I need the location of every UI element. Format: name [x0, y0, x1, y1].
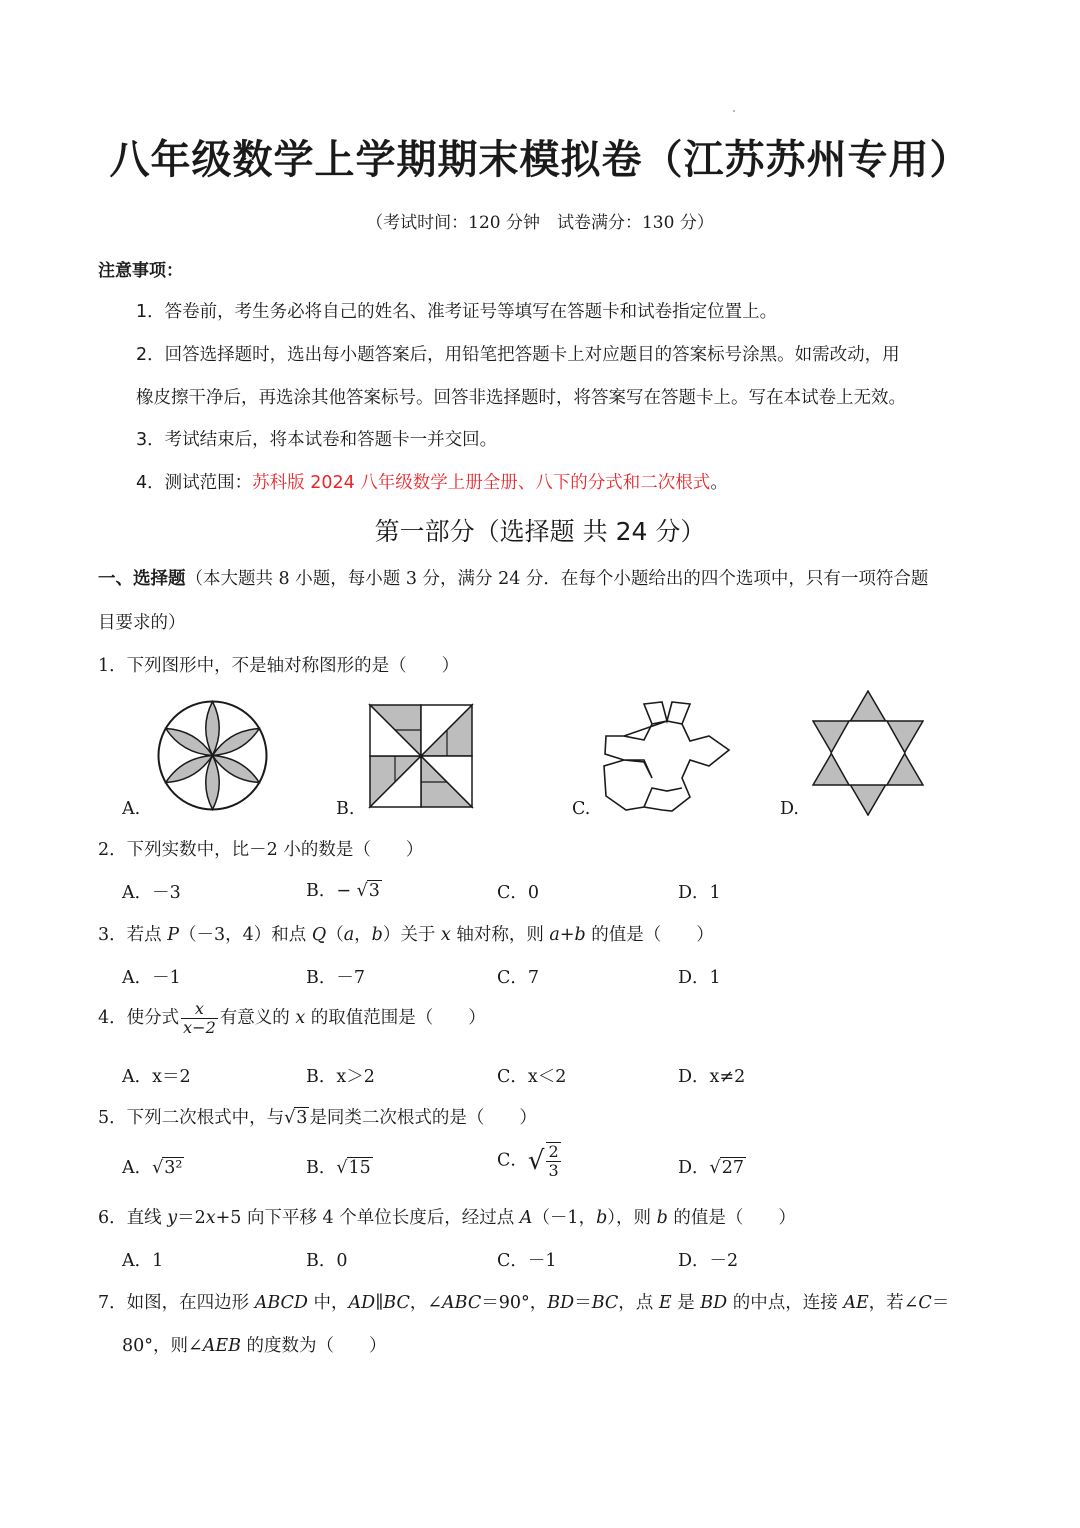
question-3: 3．若点 P（－3，4）和点 Q（a，b）关于 x 轴对称，则 a+b 的值是（ ） [98, 925, 714, 945]
notice-item-1: 1．答卷前，考生务必将自己的姓名、准考证号等填写在答题卡和试卷指定位置上。 [136, 302, 778, 322]
q3-option-b: B．－7 [306, 968, 365, 988]
question-7: 7．如图，在四边形 ABCD 中，AD∥BC，∠ABC＝90°，BD＝BC，点 E 是 BD 的中点，连接 AE，若∠C＝ [98, 1293, 950, 1313]
question-1: 1．下列图形中，不是轴对称图形的是（ ） [98, 656, 460, 676]
q5-option-c: C．√ $\frac{2}{3}$ [497, 1142, 559, 1180]
q4-option-d: D．x≠2 [678, 1067, 746, 1087]
q6-option-a: A．1 [122, 1251, 164, 1271]
q6-option-d: D．－2 [678, 1251, 739, 1271]
figure-c-hexagon-star [602, 700, 732, 812]
q2-option-a: A．－3 [122, 883, 181, 903]
q3-option-a: A．－1 [122, 968, 181, 988]
q2-option-c: C．0 [497, 883, 540, 903]
notice-item-4: 4．测试范围：苏科版 2024 八年级数学上册全册、八下的分式和二次根式。 [136, 473, 728, 493]
q2-option-d: D．1 [678, 883, 721, 903]
question-6: 6．直线 y＝2x+5 向下平移 4 个单位长度后，经过点 A（－1，b），则 b 的值是（ ） [98, 1208, 796, 1228]
question-5: 5．下列二次根式中，与√3 是同类二次根式的是（ ） [98, 1108, 537, 1128]
scan-speck [733, 110, 735, 112]
notice-item-2-cont: 橡皮擦干净后，再选涂其他答案标号。回答非选择题时，将答案写在答题卡上。写在本试卷上无效。 [136, 388, 906, 408]
q4-option-a: A．x＝2 [122, 1067, 191, 1087]
question-4: 4．使分式 $\frac{x}{x-2}$ 有意义的 x 的取值范围是（ ） [98, 999, 486, 1037]
test-scope: 苏科版 2024 八年级数学上册全册、八下的分式和二次根式 [252, 473, 711, 493]
q5-option-d: D．√27 [678, 1158, 744, 1178]
figure-a-flower [155, 698, 270, 813]
q4-option-c: C．x＜2 [497, 1067, 567, 1087]
q1-option-c-label: C. [572, 799, 591, 819]
notice-heading: 注意事项： [98, 261, 183, 281]
question-7-cont: 80°，则∠AEB 的度数为（ ） [122, 1336, 387, 1356]
q1-option-d-label: D. [780, 799, 799, 819]
q6-option-c: C．－1 [497, 1251, 557, 1271]
q5-option-b: B．√15 [306, 1158, 371, 1178]
notice-item-3: 3．考试结束后，将本试卷和答题卡一并交回。 [136, 430, 498, 450]
q4-option-b: B．x＞2 [306, 1067, 375, 1087]
exam-info: （考试时间：120 分钟 试卷满分：130 分） [366, 213, 714, 233]
q1-option-b-label: B. [336, 799, 355, 819]
q5-option-a: A．√3² [122, 1158, 183, 1178]
notice-item-2: 2．回答选择题时，选出每小题答案后，用铅笔把答题卡上对应题目的答案标号涂黑。如需改动，用 [136, 345, 900, 365]
q6-option-b: B．0 [306, 1251, 348, 1271]
page-title: 八年级数学上学期期末模拟卷（江苏苏州专用） [109, 137, 971, 183]
q3-option-c: C．7 [497, 968, 540, 988]
section-heading: 一、选择题（本大题共 8 小题，每小题 3 分，满分 24 分．在每个小题给出的四个选项中，只有一项符合题 [98, 569, 929, 589]
q1-option-a-label: A. [122, 799, 141, 819]
fraction-x-over-x-minus-2: $\frac{x}{x-2}$ [183, 999, 216, 1037]
question-2: 2．下列实数中，比－2 小的数是（ ） [98, 840, 424, 860]
q2-option-b: B．− √3 [306, 881, 380, 901]
figure-b-pinwheel [368, 703, 474, 809]
part-heading: 第一部分（选择题 共 24 分） [374, 517, 706, 546]
section-desc-cont: 目要求的） [98, 613, 186, 633]
q3-option-d: D．1 [678, 968, 721, 988]
figure-d-hexagram [812, 690, 924, 816]
